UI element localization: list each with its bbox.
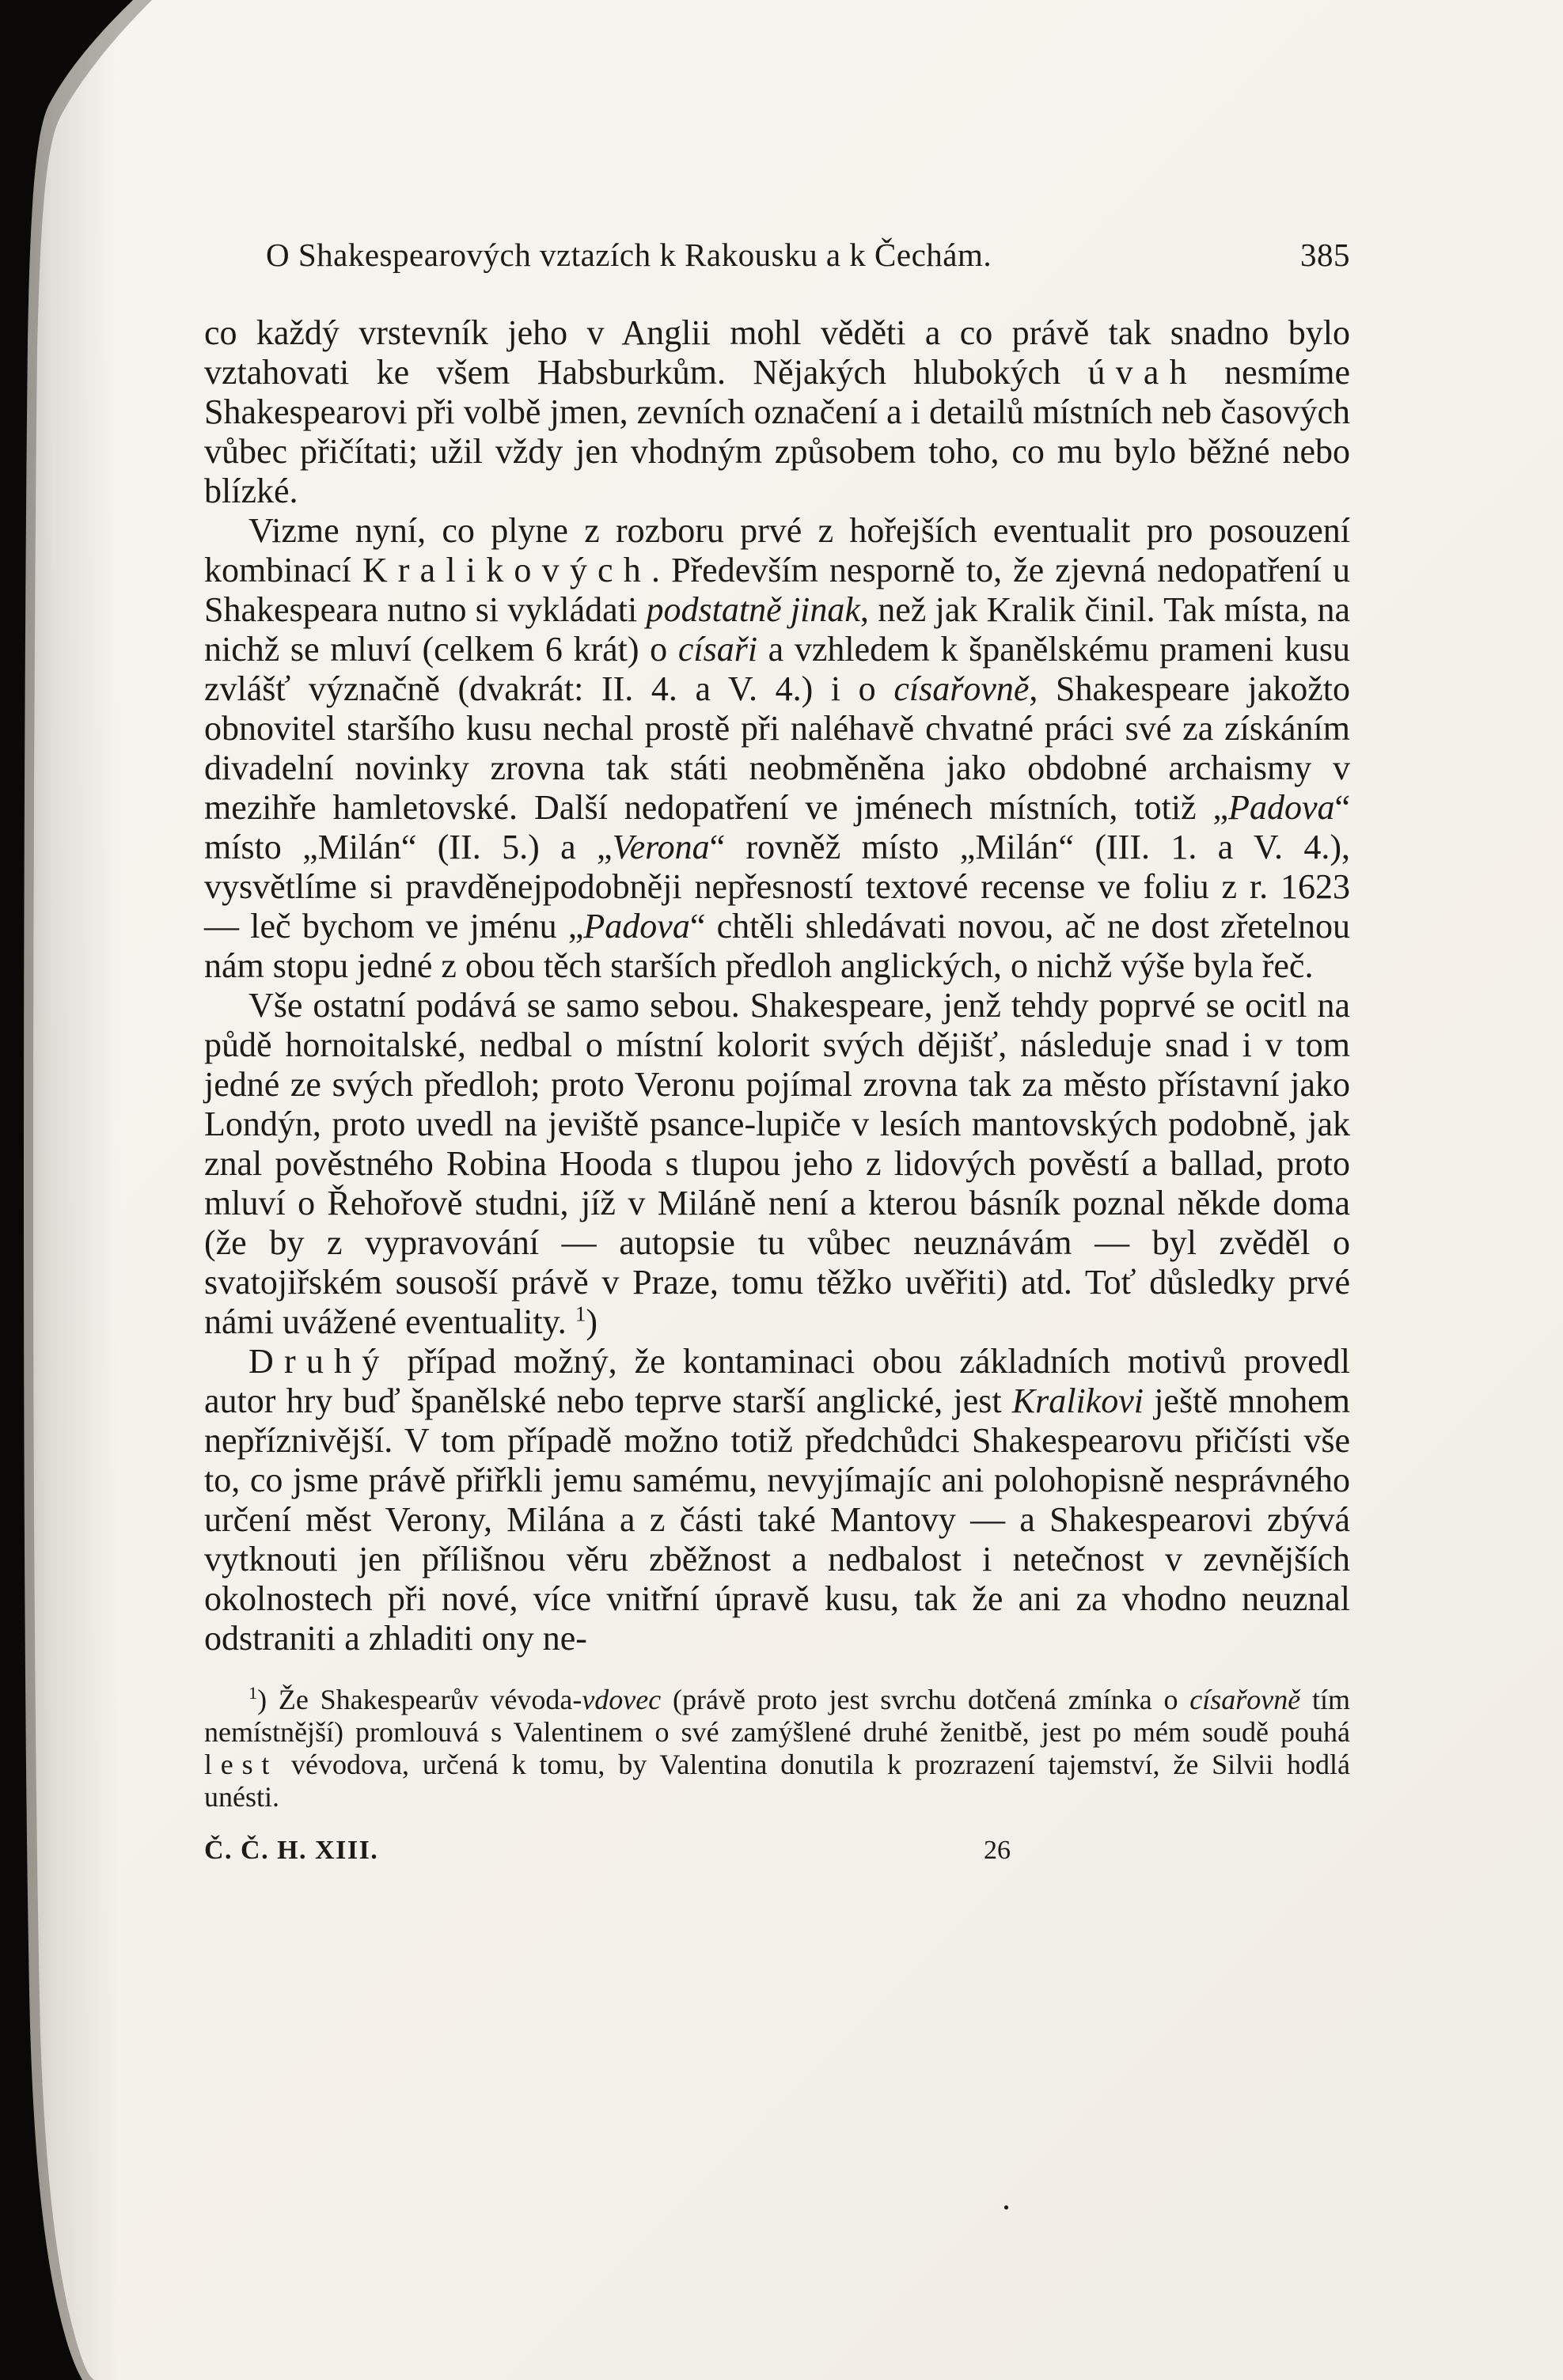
text-run: císařovně (893, 669, 1030, 708)
footnote-text (204, 1684, 1350, 1813)
footnote-reference: 1 (248, 1683, 258, 1703)
text-run: podstatně jinak (646, 590, 860, 629)
text-run: Padova (583, 907, 690, 946)
footnote (204, 1684, 1350, 1813)
text-run: “ rovněž místo „Milán“ (III. 1. a V. 4.), vysvětlíme si pravděnejpodobněji nepřesností textové recense ve foliu z r. 1623 — leč bychom ve jménu „ (204, 828, 1351, 946)
text-run: úvah (1087, 353, 1197, 392)
text-run: co každý vrstevník jeho v Anglii mohl věděti a co právě tak snadno bylo vztahovati ke všem Habsburkům. Nějakých hlubokých (204, 313, 1350, 392)
text-run: tím nemístnější) promlouvá s Valentinem o své zamýšlené druhé ženitbě, jest po mém soudě pouhá (204, 1684, 1350, 1748)
text-run: vdovec (582, 1684, 662, 1715)
paragraph (204, 1342, 1350, 1658)
journal-signature: Č. Č. H. XIII. (204, 1836, 379, 1865)
text-run: a vzhledem k španělskému prameni kusu zvlášť význačně (dvakrát: II. 4. a V. 4.) i o (204, 630, 1350, 708)
text-run: Padova (1228, 788, 1335, 827)
chapter-title: O Shakespearových vztazích k Rakousku a k Čechám. (266, 237, 992, 273)
text-run: případ možný, že kontaminaci obou základních motivů provedl autor hry buď španělské nebo teprve starší anglické, jest (204, 1342, 1350, 1420)
stray-mark: . (1002, 2178, 1011, 2217)
text-run: lest (204, 1749, 279, 1780)
paragraph (204, 313, 1350, 511)
text-run: . Především nesporně to, že zjevná nedopatření u Shakespeara nutno si vykládati (204, 551, 1350, 629)
paragraph (204, 511, 1350, 986)
text-run: Verona (612, 828, 710, 866)
text-run: Vizme nyní, co plyne z rozboru prvé z hořejších eventualit pro posouzení kombinací (204, 511, 1350, 589)
text-run: císaři (677, 630, 758, 669)
body-paragraphs (204, 313, 1350, 1658)
binding-edge-black (0, 0, 133, 2380)
text-run: , Shakespeare jakožto obnovitel staršího kusu nechal prostě při naléhavě chvatné práci své za získáním divadelní novinky zrovna tak státi neobměněna jako obdobné archaismy v mezihře hamletovské. Další nedopatření ve jménech místních, totiž „ (204, 669, 1351, 827)
text-run: ) (586, 1302, 598, 1341)
text-run: nesmíme Shakespearovi při volbě jmen, zevních označení a i detailů místních neb časových vůbec přičítati; užil vždy jen vhodným způsobem toho, co mu bylo běžné nebo blízké. (204, 353, 1350, 510)
text-run: Kralikovi (1011, 1381, 1144, 1420)
text-run: ještě mnohem nepříznivější. V tom případě možno totiž předchůdci Shakespearovu přičísti vše to, co jsme právě přiřkli jemu samému, nevyjímajíc ani polohopisně nesprávného určení měst Verony, Milána a z části také Mantovy — a Shakespearovi zbývá vytknouti jen přílišnou věru zběžnost a nedbalost i netečnost v zevnějších okolnostech při nové, více vnitřní úpravě kusu, tak že ani za vhodno neuznal odstraniti a zhladiti ony ne- (204, 1381, 1350, 1658)
page-footer (204, 1836, 1350, 1872)
paragraph (204, 986, 1350, 1342)
text-run: Vše ostatní podává se samo sebou. Shakespeare, jenž tehdy poprvé se ocitl na půdě hornoitalské, nedbal o místní kolorit svých dějišť, následuje snad i v tom jedné ze svých předloh; proto Veronu pojímal zrovna tak za město přístavní jako Londýn, proto uvedl na jeviště psance-lupiče v lesích mantovských podobně, jak znal pověstného Robina Hooda s tlupou jeho z lidových pověstí a ballad, proto mluví o Řehořově studni, jíž v Miláně není a kterou básník poznal někde doma (že by z vypravování — autopsie tu vůbec neuznávám — byl zvěděl o svatojiřském sousoší právě v Praze, tomu těžko uvěřiti) atd. Toť důsledky prvé námi uvážené eventuality. (204, 986, 1350, 1341)
text-run: “ chtěli shledávati novou, ač ne dost zřetelnou nám stopu jedné z obou těch starších předloh anglických, o nichž výše byla řeč. (204, 907, 1350, 985)
text-run: Druhý (248, 1342, 390, 1381)
footnote-reference: 1 (575, 1302, 586, 1326)
running-head (204, 236, 1350, 274)
text-run: vévodova, určená k tomu, by Valentina donutila k prozrazení tajemství, že Silvii hodlá unésti. (204, 1749, 1350, 1813)
text-run: “ místo „Milán“ (II. 5.) a „ (204, 788, 1350, 866)
text-block (204, 236, 1350, 1872)
sheet-number: 26 (984, 1836, 1011, 1865)
text-run: , než jak Kralik činil. Tak místa, na nichž se mluví (celkem 6 krát) o (204, 590, 1350, 669)
text-run: (právě proto jest svrchu dotčená zmínka o (661, 1684, 1190, 1715)
text-run: Kralikových (362, 551, 651, 589)
text-run: císařovně (1189, 1684, 1301, 1715)
page-number: 385 (1300, 237, 1350, 273)
text-run: ) Že Shakespearův vévoda- (257, 1684, 582, 1715)
